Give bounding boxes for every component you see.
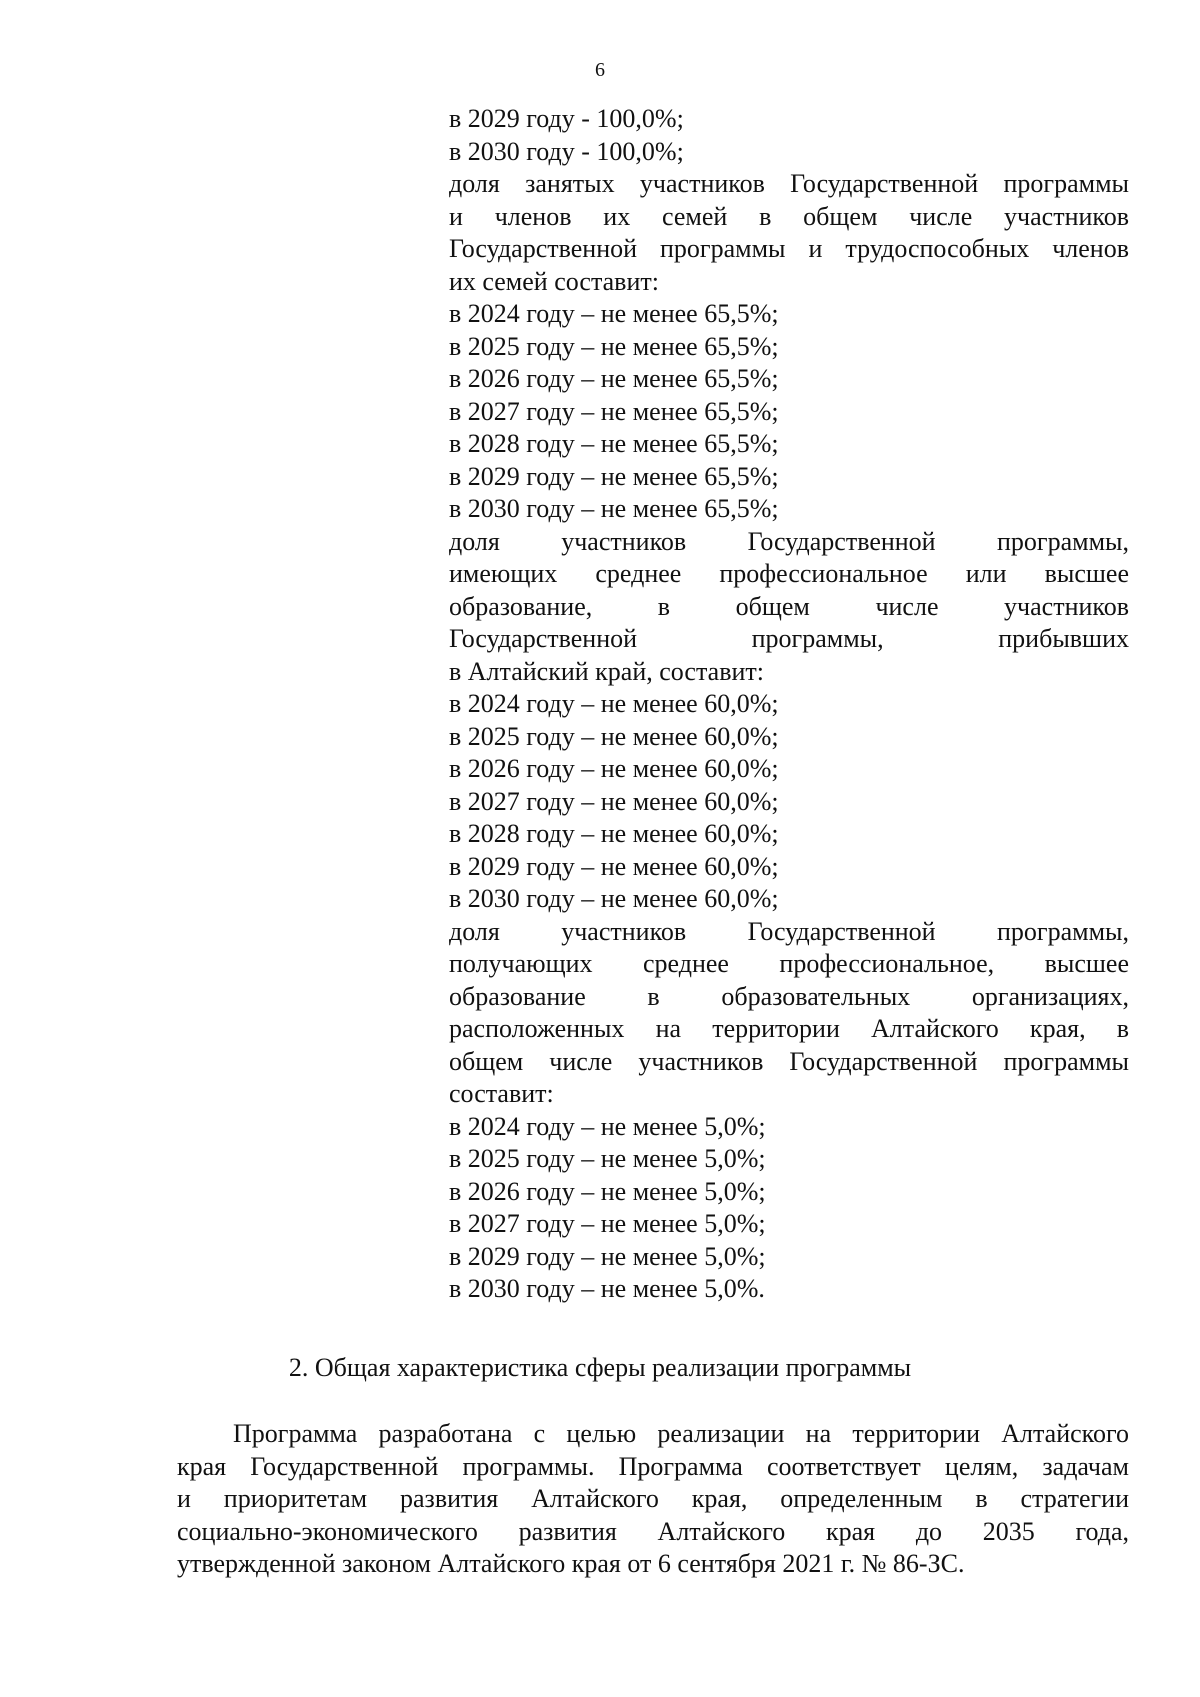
- text-line: в 2030 году – не менее 65,5%;: [449, 494, 779, 523]
- page-number: 6: [595, 59, 605, 81]
- text-line: в 2029 году – не менее 65,5%;: [449, 461, 779, 491]
- text-line: в 2026 году – не менее 5,0%;: [449, 1176, 766, 1206]
- text-line: в 2028 году – не менее 65,5%;: [449, 429, 779, 458]
- text-line: составит:: [449, 1079, 554, 1108]
- text-line: в 2027 году – не менее 65,5%;: [449, 396, 779, 426]
- text-line: Государственной программы, прибывших: [449, 624, 1129, 653]
- text-line: в 2030 году – не менее 60,0%;: [449, 884, 779, 913]
- text-line: имеющих среднее профессиональное или высшее: [449, 559, 1129, 588]
- text-line: доля участников Государственной программы,: [449, 916, 1129, 946]
- text-line: в 2025 году – не менее 65,5%;: [449, 331, 779, 361]
- body-paragraph: [177, 1418, 1129, 1581]
- text-line: получающих среднее профессиональное, высшее: [449, 949, 1129, 978]
- text-line: в 2029 году - 100,0%;: [449, 104, 684, 133]
- text-line: доля участников Государственной программы,: [449, 526, 1129, 556]
- text-line: в 2027 году – не менее 5,0%;: [449, 1209, 766, 1238]
- text-line: в 2025 году – не менее 60,0%;: [449, 721, 779, 751]
- text-line: в 2024 году – не менее 65,5%;: [449, 299, 779, 328]
- text-line: в 2029 году – не менее 5,0%;: [449, 1241, 766, 1271]
- text-line: в 2025 году – не менее 5,0%;: [449, 1144, 766, 1173]
- text-line: в 2024 году – не менее 5,0%;: [449, 1111, 766, 1141]
- text-line: социально-экономического развития Алтайского края до 2035 года,: [177, 1516, 1129, 1546]
- text-line: Государственной программы и трудоспособных членов: [449, 234, 1129, 263]
- indicator-list: [449, 103, 1129, 1306]
- text-line: в 2026 году – не менее 65,5%;: [449, 364, 779, 393]
- text-line: в Алтайский край, составит:: [449, 656, 764, 686]
- section-heading: 2. Общая характеристика сферы реализации программы: [288, 1353, 912, 1382]
- text-line: их семей составит:: [449, 266, 659, 296]
- text-line: края Государственной программы. Программа соответствует целям, задачам: [177, 1451, 1129, 1481]
- text-line: образование в образовательных организациях,: [449, 981, 1129, 1011]
- text-line: в 2028 году – не менее 60,0%;: [449, 819, 779, 848]
- text-line: в 2024 году – не менее 60,0%;: [449, 689, 779, 718]
- text-line: доля занятых участников Государственной программы: [449, 169, 1129, 198]
- text-line: утвержденной законом Алтайского края от 6 сентября 2021 г. № 86-ЗС.: [177, 1549, 965, 1578]
- text-line: и приоритетам развития Алтайского края, определенным в стратегии: [177, 1484, 1129, 1513]
- text-line: расположенных на территории Алтайского края, в: [449, 1014, 1129, 1043]
- text-line: Программа разработана с целью реализации на территории Алтайского: [233, 1419, 1129, 1448]
- text-line: в 2029 году – не менее 60,0%;: [449, 851, 779, 881]
- text-line: в 2026 году – не менее 60,0%;: [449, 754, 779, 783]
- text-line: в 2030 году – не менее 5,0%.: [449, 1274, 765, 1303]
- text-line: в 2030 году - 100,0%;: [449, 136, 684, 166]
- text-line: в 2027 году – не менее 60,0%;: [449, 786, 779, 816]
- text-line: образование, в общем числе участников: [449, 591, 1129, 621]
- text-line: общем числе участников Государственной программы: [449, 1046, 1129, 1076]
- text-line: и членов их семей в общем числе участников: [449, 201, 1129, 231]
